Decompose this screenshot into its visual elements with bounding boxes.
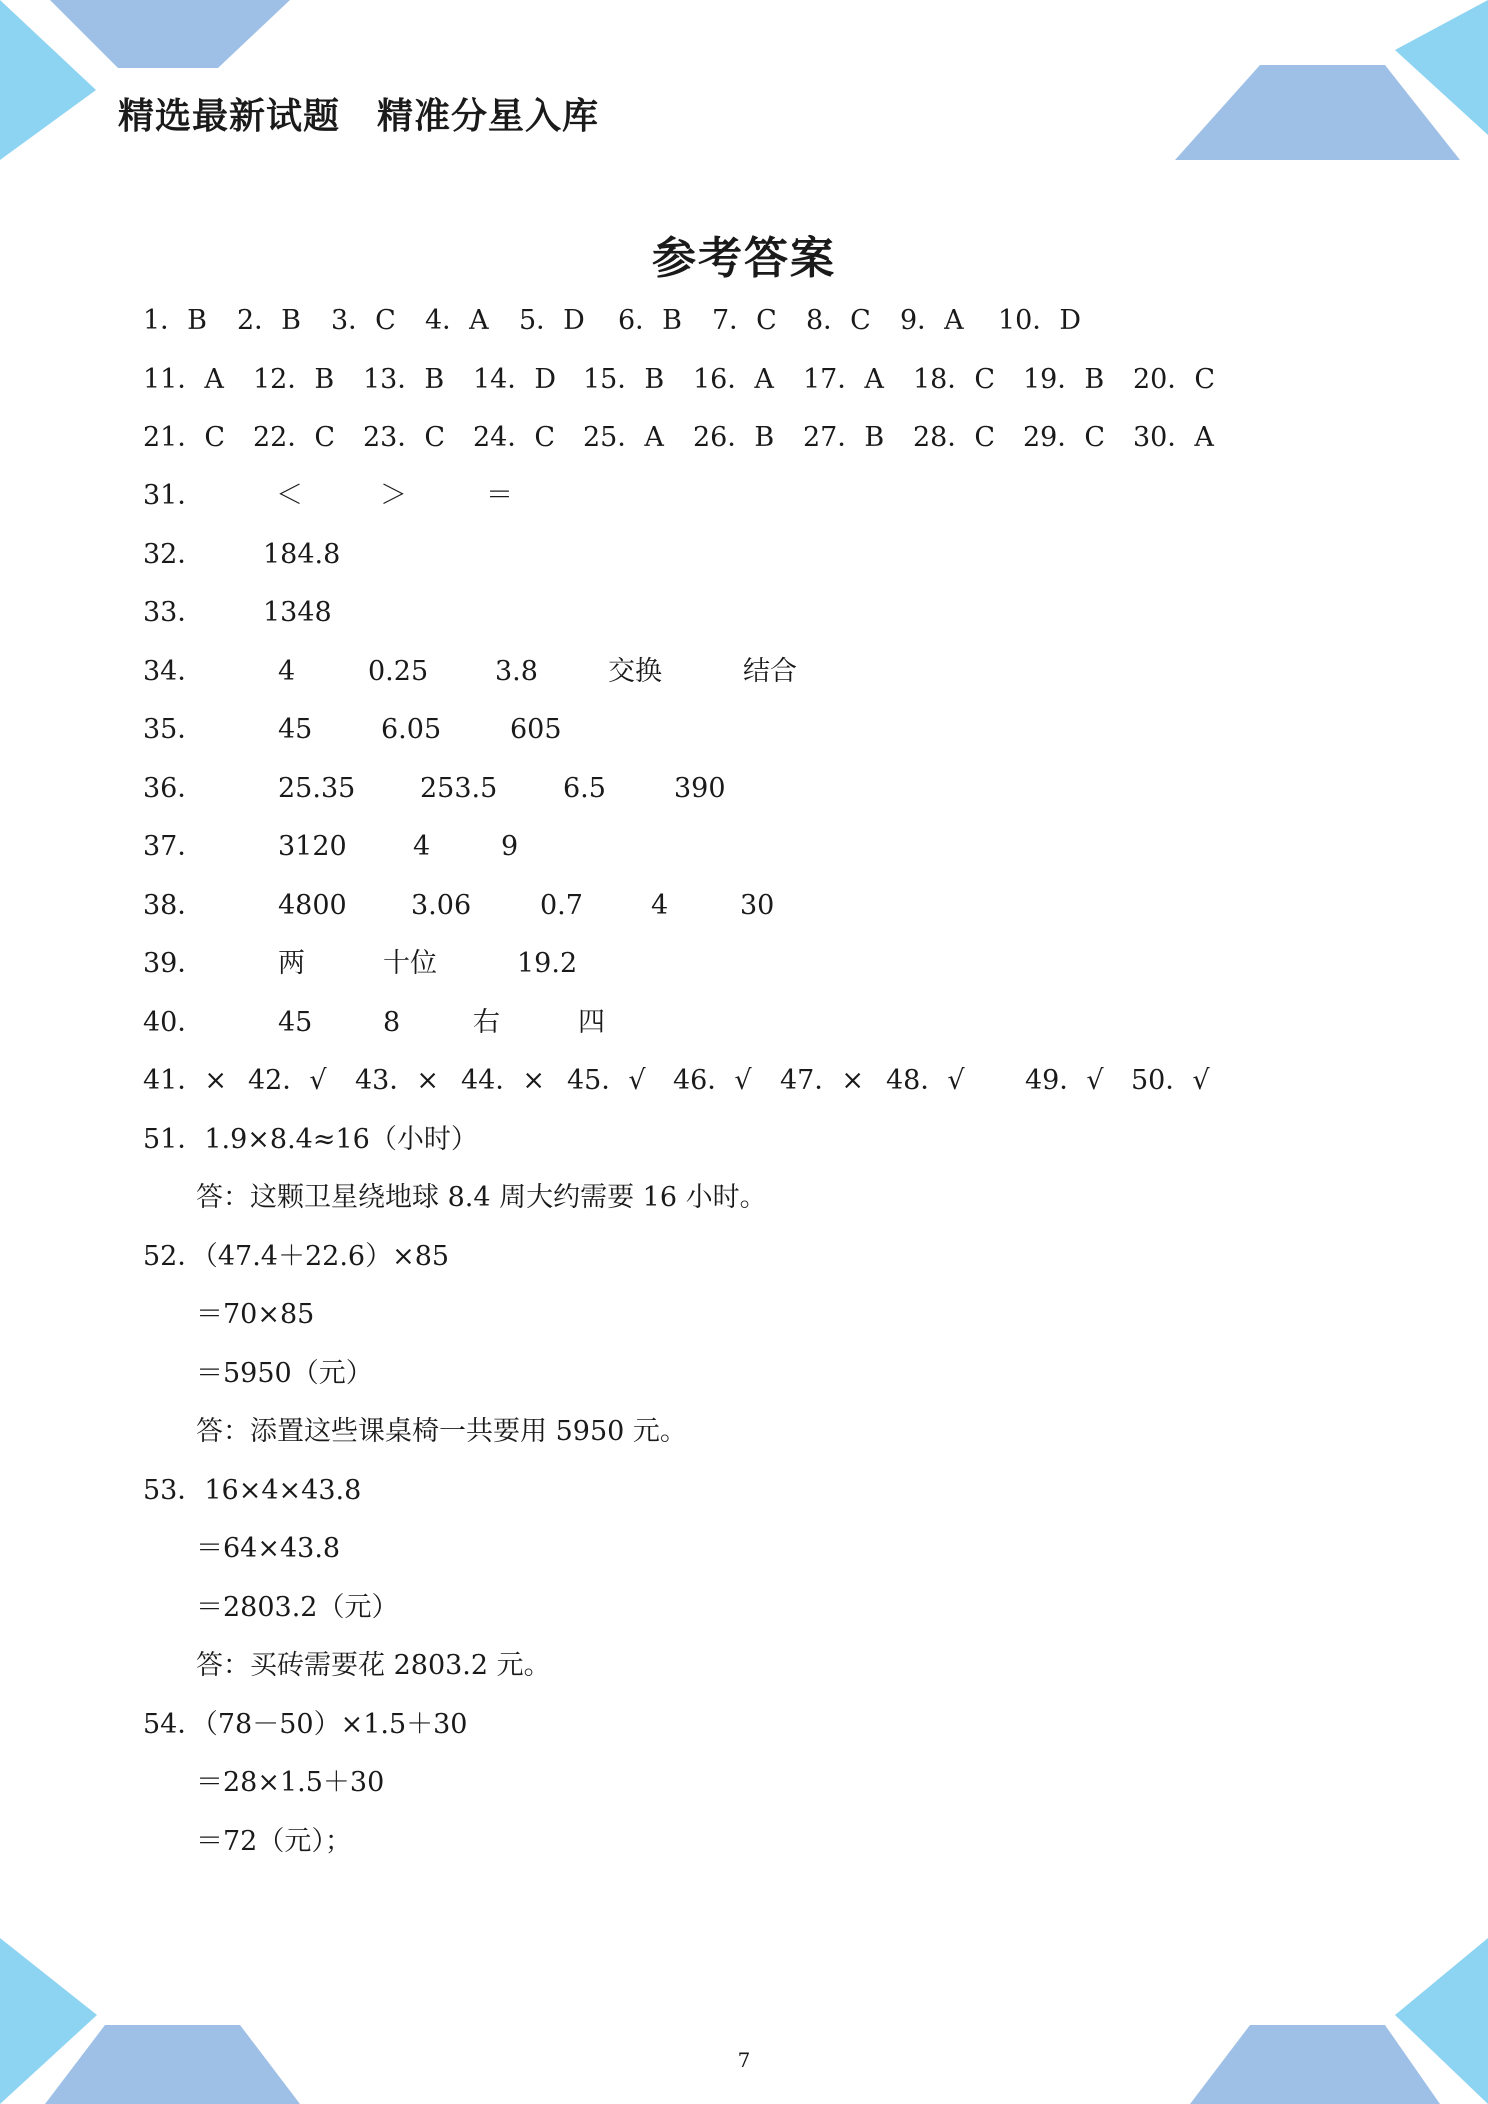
answer-item: ＜	[276, 480, 303, 511]
answer-item: 1348	[263, 597, 332, 628]
answer-item: 47．×	[780, 1065, 864, 1096]
answer-item: 8．C	[806, 305, 871, 336]
answer-item: 18．C	[913, 364, 996, 395]
question-number: 39．	[143, 948, 205, 979]
answer-item: 3．C	[331, 305, 396, 336]
answer-item: ＞	[380, 480, 407, 511]
answer-item: 6.5	[563, 773, 606, 804]
question-number: 34．	[143, 656, 205, 687]
header-title: 精选最新试题 精准分星入库	[118, 96, 600, 137]
answer-item: 9	[501, 831, 519, 862]
answer-item: 22．C	[253, 422, 336, 453]
answer-item: 46．√	[673, 1065, 752, 1096]
answer-item: 41．×	[143, 1065, 227, 1096]
answer-item: 8	[383, 1007, 401, 1038]
answer-item: 14．D	[473, 364, 557, 395]
answer-item: 43．×	[355, 1065, 439, 1096]
question-number: 32．	[143, 539, 205, 570]
answer-item: 15．B	[583, 364, 665, 395]
answer-item: 27．B	[803, 422, 885, 453]
solution-line: 52．（47.4＋22.6）×85	[143, 1241, 450, 1272]
answer-item: 20．C	[1133, 364, 1216, 395]
answer-item: 12．B	[253, 364, 335, 395]
solution-line: 51．1.9×8.4≈16（小时）	[143, 1124, 478, 1155]
answer-item: 28．C	[913, 422, 996, 453]
answer-item: 3.8	[495, 656, 538, 687]
answer-item: 42．√	[248, 1065, 327, 1096]
solution-line: 54．（78－50）×1.5＋30	[143, 1709, 468, 1740]
answer-item: 4	[413, 831, 431, 862]
answer-item: 交换	[608, 656, 662, 687]
corner-trapezoid-top-left	[50, 0, 290, 68]
answer-item: 5．D	[519, 305, 585, 336]
answer-item: 19.2	[517, 948, 578, 979]
answer-item: 6．B	[618, 305, 683, 336]
answer-item: 184.8	[263, 539, 341, 570]
answer-item: 7．C	[712, 305, 777, 336]
answer-item: 4．A	[425, 305, 489, 336]
answer-item: 0.25	[368, 656, 429, 687]
answer-item: 10．D	[998, 305, 1082, 336]
answer-item: 4	[278, 656, 296, 687]
answer-item: 3120	[278, 831, 347, 862]
answer-item: 2．B	[237, 305, 302, 336]
solution-line: 53．16×4×43.8	[143, 1475, 362, 1506]
solution-answer: 答：买砖需要花 2803.2 元。	[196, 1650, 551, 1681]
question-number: 36．	[143, 773, 205, 804]
answer-item: 30	[740, 890, 775, 921]
answer-item: 45	[278, 1007, 313, 1038]
page-number: 7	[737, 2048, 751, 2072]
answer-item: 9．A	[900, 305, 964, 336]
question-number: 38．	[143, 890, 205, 921]
solution-step: ＝70×85	[196, 1299, 315, 1330]
answer-item: 45	[278, 714, 313, 745]
question-number: 33．	[143, 597, 205, 628]
answer-item: 44．×	[461, 1065, 545, 1096]
answer-item: 21．C	[143, 422, 226, 453]
answer-item: 605	[510, 714, 562, 745]
answer-item: 四	[578, 1007, 605, 1038]
solution-step: ＝2803.2（元）	[196, 1592, 399, 1623]
answer-item: 16．A	[693, 364, 774, 395]
answer-item: 17．A	[803, 364, 884, 395]
question-number: 35．	[143, 714, 205, 745]
answer-item: 24．C	[473, 422, 556, 453]
answer-item: 0.7	[540, 890, 583, 921]
answer-item: 26．B	[693, 422, 775, 453]
solution-step: ＝28×1.5＋30	[196, 1767, 385, 1798]
solution-step: ＝64×43.8	[196, 1533, 341, 1564]
answer-item: 29．C	[1023, 422, 1106, 453]
answer-item: 253.5	[420, 773, 498, 804]
question-number: 40．	[143, 1007, 205, 1038]
question-number: 37．	[143, 831, 205, 862]
answer-item: 45．√	[567, 1065, 646, 1096]
answer-item: 390	[674, 773, 726, 804]
answer-item: ＝	[486, 480, 513, 511]
document-title: 参考答案	[652, 233, 836, 284]
answer-item: 11．A	[143, 364, 224, 395]
answer-item: 4800	[278, 890, 347, 921]
answer-item: 十位	[383, 948, 437, 979]
answer-item: 50．√	[1131, 1065, 1210, 1096]
answer-item: 49．√	[1025, 1065, 1104, 1096]
answer-item: 右	[473, 1007, 500, 1038]
answer-item: 结合	[743, 656, 797, 687]
answer-item: 23．C	[363, 422, 446, 453]
answer-item: 25．A	[583, 422, 664, 453]
answer-item: 6.05	[381, 714, 442, 745]
question-number: 31．	[143, 480, 205, 511]
answer-item: 48．√	[886, 1065, 965, 1096]
solution-answer: 答：这颗卫星绕地球 8.4 周大约需要 16 小时。	[196, 1182, 767, 1213]
answer-item: 3.06	[411, 890, 472, 921]
answer-item: 19．B	[1023, 364, 1105, 395]
answer-item: 1．B	[143, 305, 208, 336]
solution-step: ＝5950（元）	[196, 1358, 373, 1389]
corner-trapezoid-top-right	[1175, 65, 1460, 160]
solution-answer: 答：添置这些课桌椅一共要用 5950 元。	[196, 1416, 687, 1447]
solution-step: ＝72（元）；	[196, 1826, 352, 1857]
answer-item: 13．B	[363, 364, 445, 395]
answer-item: 两	[278, 948, 305, 979]
answer-item: 4	[651, 890, 669, 921]
answer-item: 25.35	[278, 773, 356, 804]
answer-item: 30．A	[1133, 422, 1214, 453]
